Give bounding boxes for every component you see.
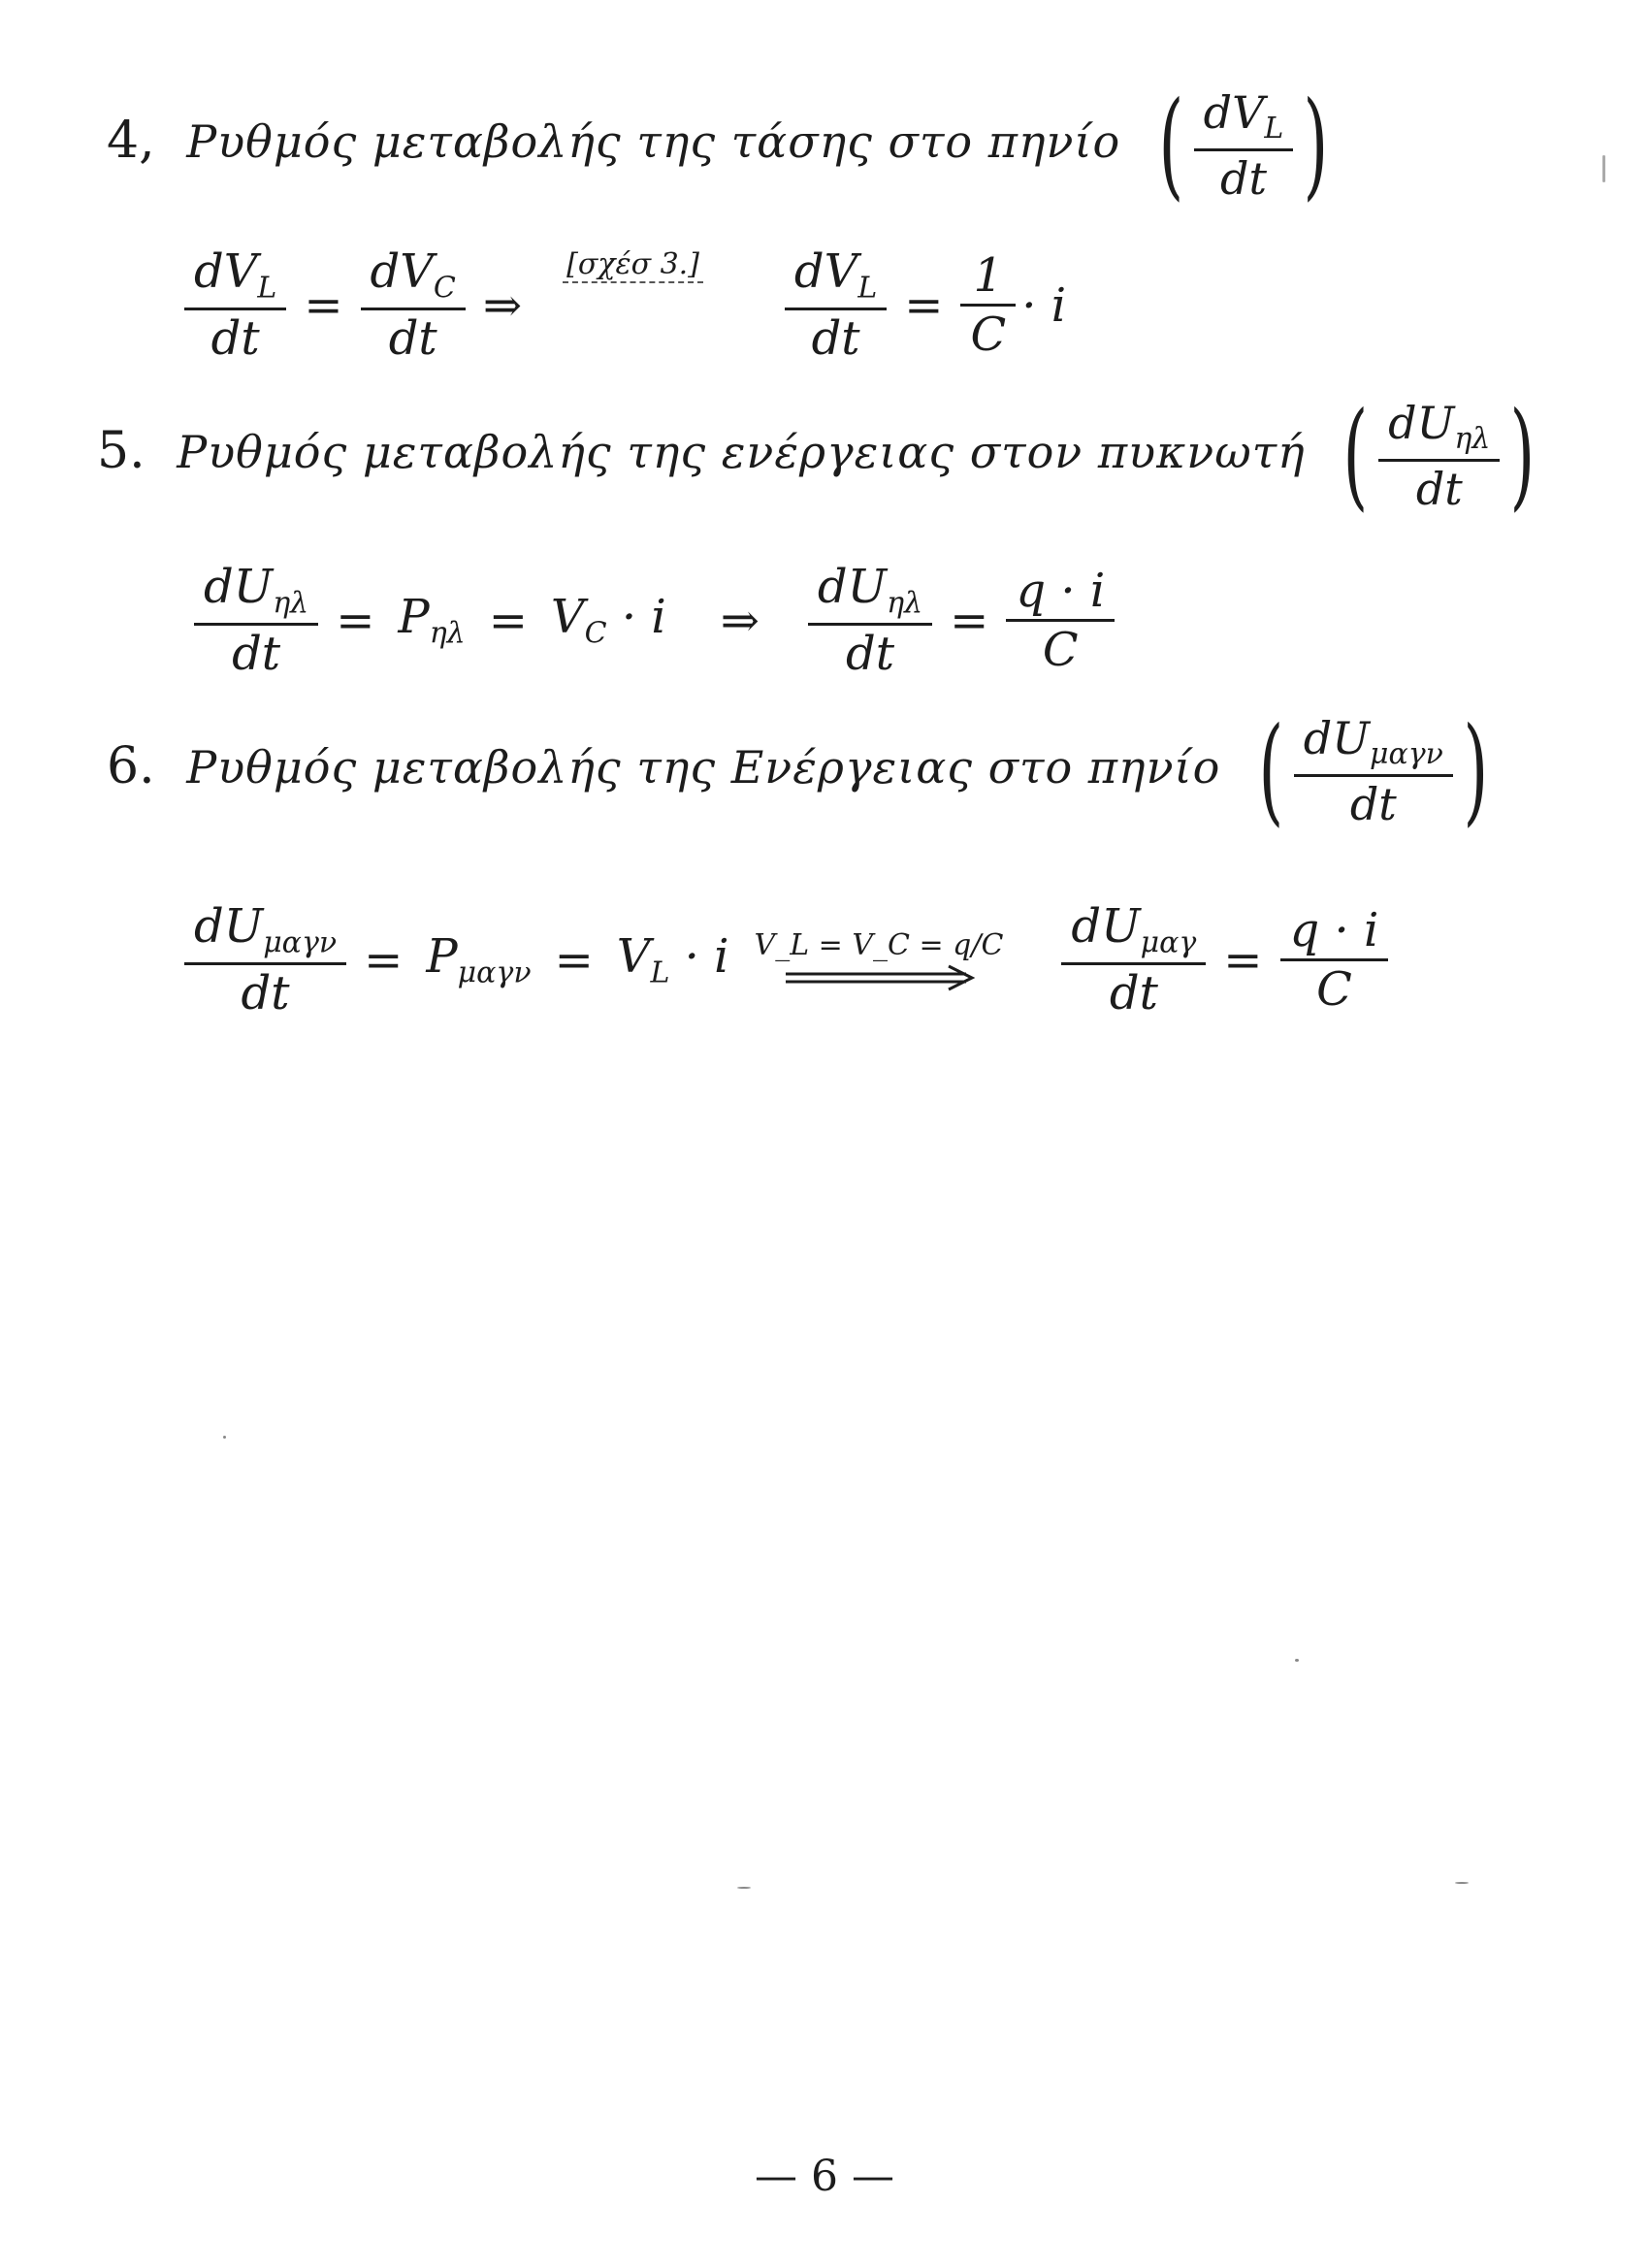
heading-fraction: ( $\frac{dV_L}{dt}$ ) [1158, 78, 1329, 212]
result-lhs-fraction: $\frac{dV_L}{dt}$ [785, 247, 887, 363]
result-tail: · i [1021, 277, 1067, 333]
implies-arrow: ⇒ [720, 593, 760, 648]
arrow-label: V_L = V_C = q/C [754, 928, 1004, 963]
section-6-equation: $\frac{dU_{\mu\alpha\gamma\nu}}{dt}$ = $P_{\mu\alpha\gamma\nu}$ = $V_L \cdot i$ V_L = V_C = q/C $\frac{dU_{\mu\alpha\gamma}}{dt}$ = $\frac{q \cdot i}{C}$ [184, 902, 1388, 1018]
power-term: $P_{\mu\alpha\gamma\nu}$ [426, 929, 532, 991]
lhs-fraction: $\frac{dU_{\mu\alpha\gamma\nu}}{dt}$ [184, 902, 346, 1018]
product-term: $V_C \cdot i$ [550, 590, 666, 652]
lhs-fraction: $\frac{dV_L}{dt}$ [184, 247, 286, 363]
section-4-equation: $\frac{dV_L}{dt}$ = $\frac{dV_C}{dt}$ ⇒ [σχέσ 3.] $\frac{dV_L}{dt}$ = $\frac{1}{C}$ · i [184, 247, 1072, 363]
result-lhs-fraction: $\frac{dU_{\mu\alpha\gamma}}{dt}$ [1061, 902, 1206, 1018]
long-arrow-icon [782, 962, 976, 991]
page-number: — 6 — [755, 2152, 894, 2201]
lhs-fraction: $\frac{dU_{\eta\lambda}}{dt}$ [194, 563, 318, 678]
section-title: Ρυθμός μεταβολής της Ενέργειας στο πηνίο [186, 741, 1221, 794]
result-rhs-fraction: $\frac{q \cdot i}{C}$ [1280, 906, 1389, 1015]
section-number: 5. [97, 422, 146, 480]
scan-speck [223, 1436, 226, 1439]
section-number: 6. [107, 737, 155, 795]
product-term: $V_L \cdot i$ [616, 929, 729, 991]
power-term: $P_{\eta\lambda}$ [398, 590, 466, 652]
section-5-heading [97, 388, 1545, 523]
scan-speck [1455, 1882, 1469, 1884]
scan-speck [737, 1887, 751, 1889]
section-title: Ρυθμός μεταβολής της τάσης στο πηνίο [186, 115, 1121, 168]
result-rhs-fraction: $\frac{1}{C}$ [960, 251, 1016, 360]
section-number: 4, [107, 112, 155, 170]
implies-arrow-labeled [755, 928, 1004, 991]
section-5-equation: $\frac{dU_{\eta\lambda}}{dt}$ = $P_{\eta\lambda}$ = $V_C \cdot i$ ⇒ $\frac{dU_{\eta\lambda}}{dt}$ = $\frac{q \cdot i}{C}$ [194, 563, 1115, 678]
section-6-heading [107, 703, 1499, 838]
implies-arrow: ⇒ [482, 277, 523, 333]
section-title: Ρυθμός μεταβολής της ενέργειας στον πυκνωτή [177, 426, 1306, 478]
scan-mark [1602, 155, 1605, 182]
result-rhs-fraction: $\frac{q \cdot i}{C}$ [1006, 567, 1115, 675]
scan-speck [1295, 1659, 1299, 1662]
section-4-heading [107, 78, 1339, 212]
reference-note: [σχέσ 3.] [563, 247, 703, 283]
rhs-fraction: $\frac{dV_C}{dt}$ [361, 247, 466, 363]
result-lhs-fraction: $\frac{dU_{\eta\lambda}}{dt}$ [808, 563, 932, 678]
heading-fraction: ( $\frac{dU_{\mu\alpha\gamma\nu}}{dt}$ ) [1258, 703, 1489, 838]
heading-fraction: ( $\frac{dU_{\eta\lambda}}{dt}$ ) [1342, 388, 1536, 523]
